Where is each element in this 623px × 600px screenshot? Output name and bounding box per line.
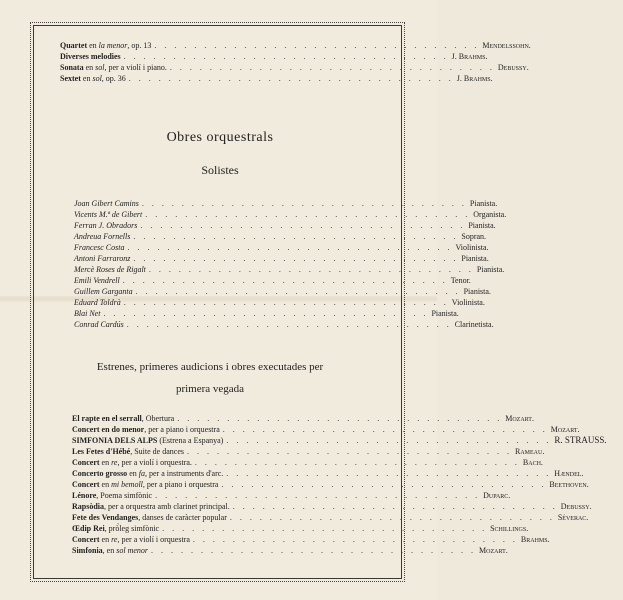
work-row: Rapsòdia, per a orquestra amb clarinet principal. . . . . . . . . . . . . . . . . . . . . . . . . . . . . . . . . . Debussy. (72, 502, 592, 511)
premieres-list (72, 413, 607, 556)
work-row: Diverses melodies . . . . . . . . . . . . . . . . . . . . . . . . . . . . . . . . . J. Brahms. (60, 51, 350, 62)
work-row: Concerto grosso en fa, per a instruments d'arc. . . . . . . . . . . . . . . . . . . . . . . . . . . . . . . . . . Hændel. (72, 469, 584, 478)
soloist-row: Emili Vendrell . . . . . . . . . . . . . . . . . . . . . . . . . . . . . . . . . Tenor. (74, 276, 471, 285)
soloists-list (74, 198, 507, 330)
work-row: Lénore, Poema simfònic . . . . . . . . . . . . . . . . . . . . . . . . . . . . . . . . . Duparc. (72, 491, 511, 500)
soloists-heading: Solistes (201, 163, 239, 177)
composer: J. Brahms. (456, 74, 493, 83)
soloist-row: Andreua Fornells . . . . . . . . . . . . . . . . . . . . . . . . . . . . . . . . . Sopran. (74, 232, 487, 241)
work-title: Sonata (60, 63, 84, 72)
composer: Debussy. (497, 63, 529, 72)
soloist-row: Ferran J. Obradors . . . . . . . . . . . . . . . . . . . . . . . . . . . . . . . . . Pianista. (74, 221, 496, 230)
soloist-row: Joan Gibert Camins . . . . . . . . . . . . . . . . . . . . . . . . . . . . . . . . . Pianista. (74, 199, 498, 208)
work-row: El rapte en el serrall, Obertura . . . . . . . . . . . . . . . . . . . . . . . . . . . . . . . . . Mozart. (72, 414, 534, 423)
premieres-heading-line1: Estrenes, primeres audicions i obres executades per (96, 361, 324, 373)
soloist-row: Mercè Roses de Rigalt . . . . . . . . . . . . . . . . . . . . . . . . . . . . . . . . . Pianista. (74, 265, 505, 274)
chamber-works (60, 40, 531, 84)
work-row: Concert en do menor, per a piano i orquestra . . . . . . . . . . . . . . . . . . . . . . . . . . . . . . . . . Mozart. (72, 425, 580, 434)
soloist-row: Guillem Garganta . . . . . . . . . . . . . . . . . . . . . . . . . . . . . . . . . Pianista. (74, 287, 491, 296)
work-row: Concert en re, per a violí i orquestra . . . . . . . . . . . . . . . . . . . . . . . . . . . . . . . . . Brahms. (72, 535, 550, 544)
soloist-row: Eduard Toldrà . . . . . . . . . . . . . . . . . . . . . . . . . . . . . . . . . Violinista. (74, 298, 485, 307)
work-row: Œdip Rei, prò̀leg simfònic . . . . . . . . . . . . . . . . . . . . . . . . . . . . . . . . . Schillings. (72, 524, 529, 533)
composer: J. Brahms. (451, 52, 488, 61)
composer: Mendelssohn. (482, 41, 531, 50)
work-title: Diverses melodies (60, 52, 121, 61)
work-row: Concert en mi bemoll, per a piano i orquestra . . . . . . . . . . . . . . . . . . . . . . . . . . . . . . . . . Beethoven. (72, 480, 589, 489)
work-row: Simfonia, en sol menor . . . . . . . . . . . . . . . . . . . . . . . . . . . . . . . . . Mozart. (72, 546, 508, 555)
work-title: Sextet (60, 74, 81, 83)
work-row: Concert en re, per a violí i orquestra. . . . . . . . . . . . . . . . . . . . . . . . . . . . . . . . . . Bach. (72, 458, 543, 467)
work-row: Sonata en sol, per a violí i piano. . . . . . . . . . . . . . . . . . . . . . . . . . . . . . . . . . Debussy. (60, 62, 350, 73)
soloist-row: Antoni Farraronz . . . . . . . . . . . . . . . . . . . . . . . . . . . . . . . . . Pianista. (74, 254, 489, 263)
orchestral-heading: Obres orquestrals (166, 130, 274, 145)
work-row: Sextet en sol, op. 36 . . . . . . . . . . . . . . . . . . . . . . . . . . . . . . . . . J. Brahms. (60, 73, 350, 84)
work-row: Quartet en la menor, op. 13 . . . . . . . . . . . . . . . . . . . . . . . . . . . . . . . . . Mendelssohn. (60, 40, 350, 51)
soloist-row: Vicents M.ª de Gibert . . . . . . . . . . . . . . . . . . . . . . . . . . . . . . . . . Organista. (74, 210, 507, 219)
work-row: Les Fetes d'Hébé, Suite de dances . . . . . . . . . . . . . . . . . . . . . . . . . . . . . . . . . Rameau. (72, 447, 545, 456)
work-title: Quartet (60, 41, 88, 50)
soloist-row: Francesc Costa . . . . . . . . . . . . . . . . . . . . . . . . . . . . . . . . . Violinista. (74, 243, 489, 252)
work-row: SIMFONIA DELS ALPS (Estrena a Espanya) . . . . . . . . . . . . . . . . . . . . . . . . . . . . . . . . . R. STRAUSS. (72, 435, 607, 445)
soloist-row: Blai Net . . . . . . . . . . . . . . . . . . . . . . . . . . . . . . . . . Pianista. (74, 309, 459, 318)
premieres-heading-line2: primera vegada (175, 383, 245, 395)
work-row: Fete des Vendanges, danses de caràcter popular . . . . . . . . . . . . . . . . . . . . . . . . . . . . . . . . . Séverac. (72, 513, 589, 522)
soloist-row: Conrad Cardús . . . . . . . . . . . . . . . . . . . . . . . . . . . . . . . . . Clarinetista. (74, 320, 494, 329)
